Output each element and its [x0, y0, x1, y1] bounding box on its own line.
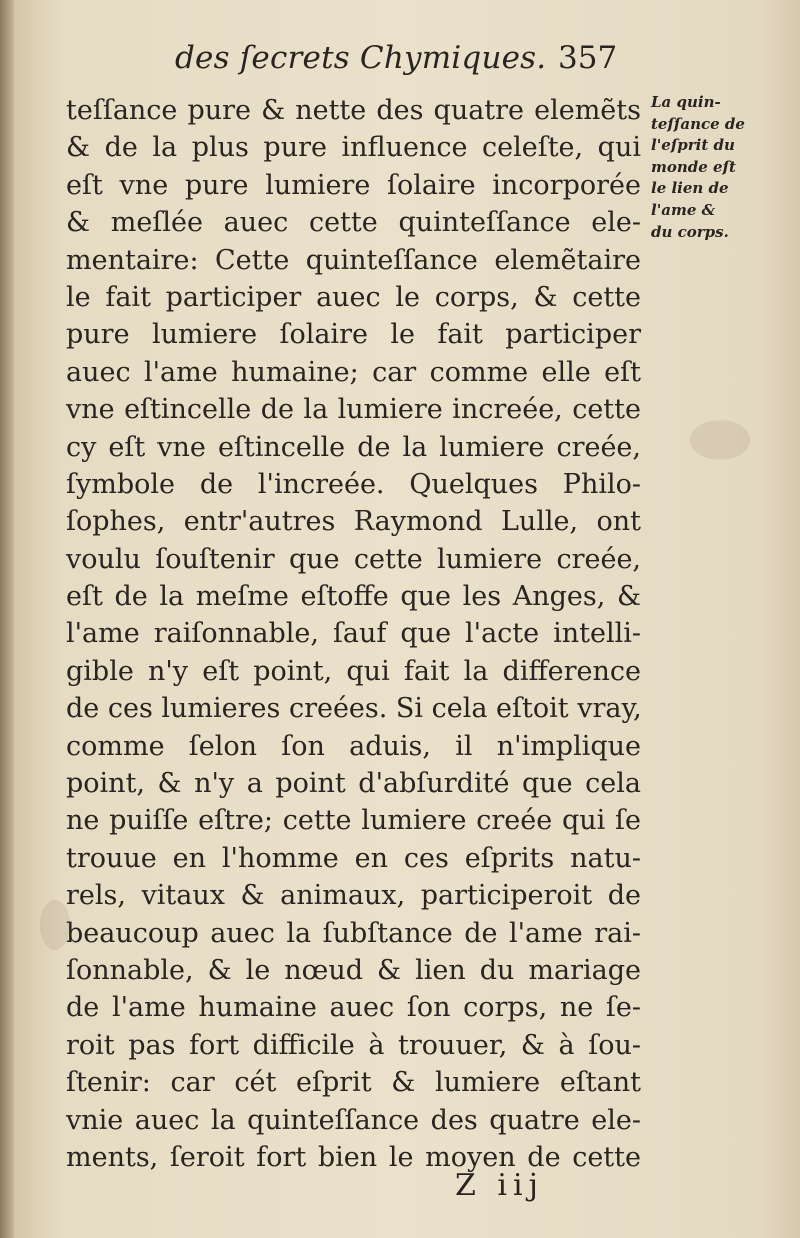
text-line: ments, ſeroit fort bien le moyen de cette — [66, 1141, 641, 1173]
text-line: l'ame raiſonnable, ſauf que l'acte intelli- — [66, 618, 641, 650]
text-line: & de la plus pure influence celeſte, qui — [66, 132, 641, 164]
text-line: ſymbole de l'increée. Quelques Philo- — [66, 468, 641, 500]
marginal-note — [651, 92, 761, 243]
signature-mark: Z iij — [455, 1168, 544, 1203]
text-line: auec l'ame humaine; car comme elle eſt — [66, 356, 641, 388]
text-line: teſſance pure & nette des quatre elemẽts — [66, 95, 641, 126]
margin-note-line: teſſance de — [651, 114, 745, 133]
text-line: pure lumiere ſolaire le fait participer — [66, 319, 641, 351]
text-line: gible n'y eſt point, qui fait la difference — [66, 655, 641, 687]
margin-note-line: le lien de — [651, 179, 729, 198]
page-header — [175, 40, 645, 92]
text-line: cy eſt vne eſtincelle de la lumiere creée, — [66, 431, 641, 463]
text-line: vne eſtincelle de la lumiere increée, cette — [66, 394, 641, 426]
text-line: ſophes, entr'autres Raymond Lulle, ont — [66, 506, 641, 538]
text-line: le fait participer auec le corps, & cette — [66, 281, 641, 313]
margin-note-line: La quin- — [651, 93, 721, 111]
text-line: beaucoup auec la ſubſtance de l'ame rai- — [66, 917, 641, 949]
text-line: comme ſelon ſon aduis, il n'implique — [66, 730, 641, 762]
text-line: eſt vne pure lumiere ſolaire incorporée — [66, 169, 641, 201]
text-line: ne puiſſe eſtre; cette lumiere creée qui ſe — [66, 805, 641, 837]
margin-note-line: l'ame & — [651, 200, 716, 219]
page-number: 357 — [558, 40, 618, 76]
text-line: roit pas fort difficile à trouuer, & à ſou- — [66, 1029, 641, 1061]
text-line: & meſlée auec cette quinteſſance ele- — [66, 207, 641, 239]
text-line: vnie auec la quinteſſance des quatre ele- — [66, 1104, 641, 1136]
text-line: ſonnable, & le nœud & lien du mariage — [66, 954, 641, 986]
text-line: voulu ſouſtenir que cette lumiere creée, — [66, 543, 641, 575]
margin-note-line: l'eſprit du — [651, 136, 735, 155]
text-line: de l'ame humaine auec ſon corps, ne ſe- — [66, 992, 641, 1024]
margin-note-line: du corps. — [651, 222, 729, 241]
running-head: des ſecrets Chymiques. — [175, 40, 547, 76]
text-line: eſt de la meſme eſtoffe que les Anges, & — [66, 581, 641, 613]
binding-gutter — [0, 0, 14, 1238]
text-line: ſtenir: car cét eſprit & lumiere eſtant — [66, 1067, 641, 1099]
text-line: rels, vitaux & animaux, participeroit de — [66, 880, 641, 912]
text-line: point, & n'y a point d'abſurdité que cela — [66, 768, 641, 800]
text-line: mentaire: Cette quinteſſance elemẽtaire — [66, 244, 641, 276]
text-line: de ces lumieres creées. Si cela eſtoit vray, — [66, 693, 642, 725]
paper-stain — [690, 420, 750, 460]
text-line: trouue en l'homme en ces eſprits natu- — [66, 842, 641, 874]
margin-note-line: monde eſt — [651, 157, 736, 176]
body-text — [66, 92, 646, 1176]
